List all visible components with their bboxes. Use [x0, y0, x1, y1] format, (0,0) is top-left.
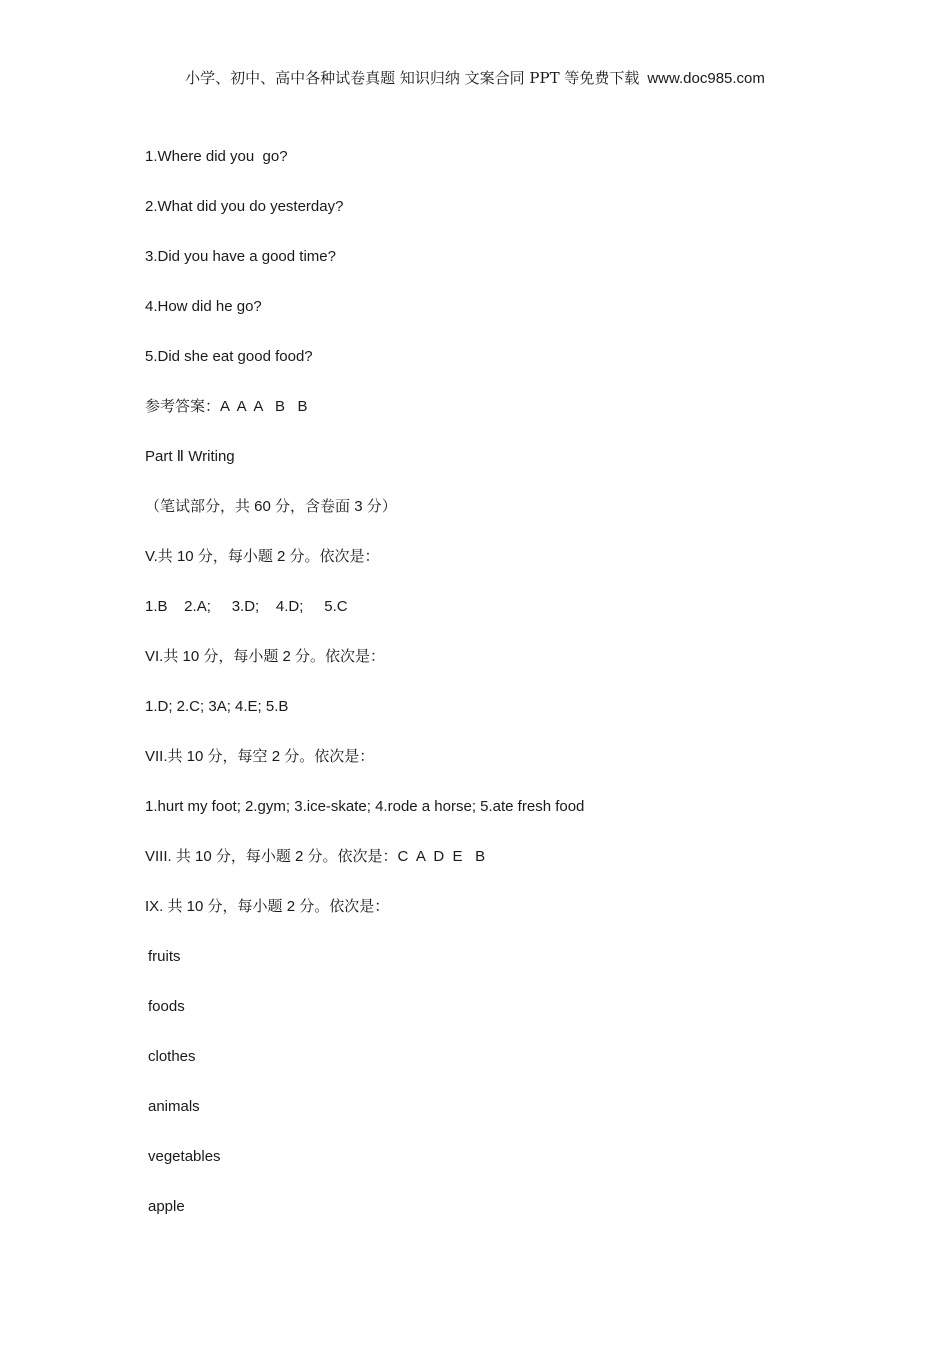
header-site: www.doc985.com: [647, 70, 765, 87]
section-v-heading: V.共 10 分，每小题 2 分。依次是：: [145, 548, 380, 565]
listening-question-2: 2.What did you do yesterday?: [145, 198, 344, 215]
section-vi-heading: VI.共 10 分，每小题 2 分。依次是：: [145, 648, 386, 665]
reference-answer: 参考答案：A A A B B: [145, 398, 308, 415]
section-vi-answers: 1.D; 2.C; 3A; 4.E; 5.B: [145, 698, 289, 715]
section-v-answers: 1.B 2.A; 3.D; 4.D; 5.C: [145, 598, 348, 615]
section-viii-heading: VIII. 共 10 分，每小题 2 分。依次是：C A D E B: [145, 848, 486, 865]
section-vii-heading: VII.共 10 分，每空 2 分。依次是：: [145, 748, 375, 765]
word-item: clothes: [148, 1048, 196, 1065]
document-body: [145, 144, 845, 1244]
word-item: apple: [148, 1198, 185, 1215]
header-text: 小学、初中、高中各种试卷真题 知识归纳 文案合同 PPT 等免费下载: [185, 69, 640, 87]
word-item: animals: [148, 1098, 200, 1115]
listening-question-5: 5.Did she eat good food?: [145, 348, 313, 365]
part-note: （笔试部分，共 60 分，含卷面 3 分）: [145, 498, 397, 515]
page-header: [0, 66, 950, 91]
listening-question-1: 1.Where did you go?: [145, 148, 288, 165]
section-vii-answers: 1.hurt my foot; 2.gym; 3.ice-skate; 4.rode a horse; 5.ate fresh food: [145, 798, 585, 815]
section-ix-heading: IX. 共 10 分，每小题 2 分。依次是：: [145, 898, 390, 915]
word-item: foods: [148, 998, 185, 1015]
listening-question-4: 4.How did he go?: [145, 298, 262, 315]
part-heading: Part Ⅱ Writing: [145, 448, 235, 465]
word-item: vegetables: [148, 1148, 221, 1165]
listening-question-3: 3.Did you have a good time?: [145, 248, 336, 265]
word-item: fruits: [148, 948, 181, 965]
